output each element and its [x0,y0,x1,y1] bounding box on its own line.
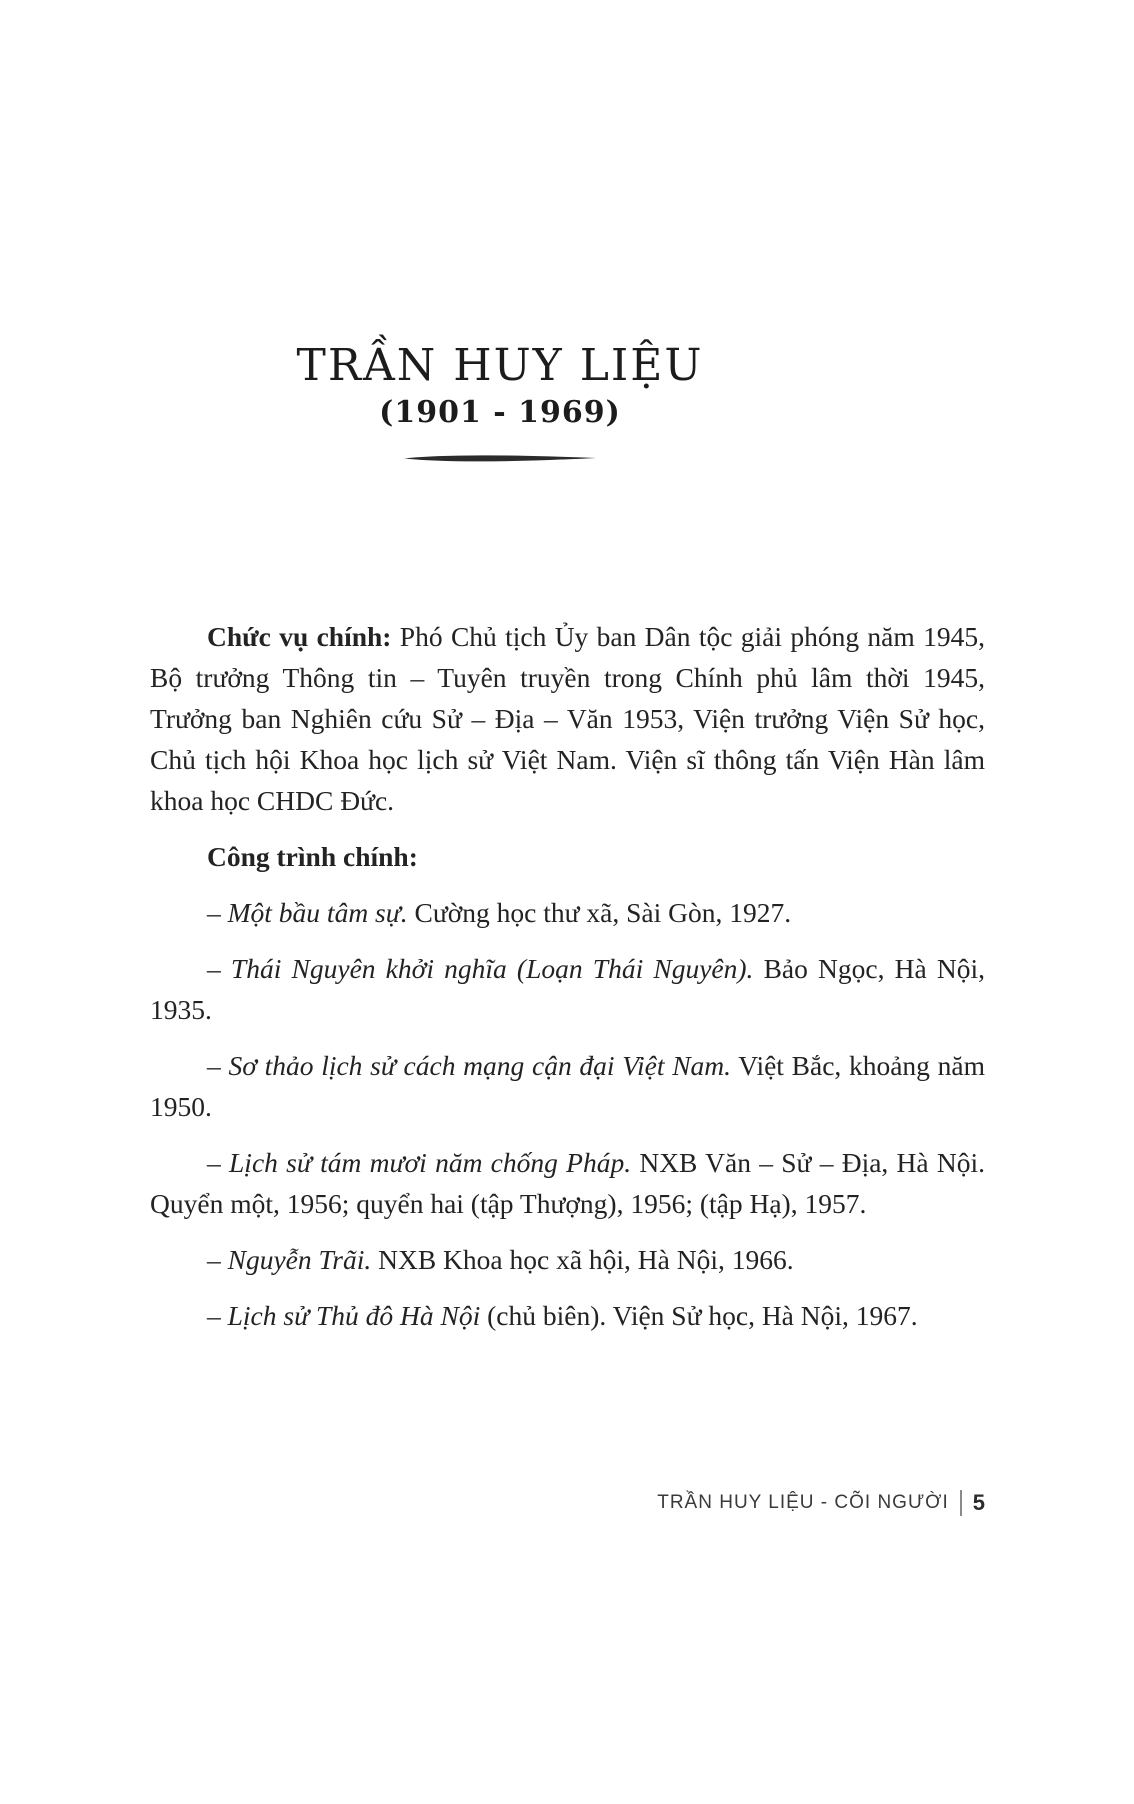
work-item [150,1045,985,1127]
work-item [150,1142,985,1224]
work-rest: (chủ biên). Viện Sử học, Hà Nội, 1967. [480,1300,918,1331]
work-rest: NXB Văn – Sử – Địa, Hà Nội. Quyển một, 1956; quyển hai (tập Thượng), 1956; (tập Hạ), 1957. [150,1147,985,1219]
work-title: Lịch sử tám mươi năm chống Pháp. [229,1147,632,1178]
work-title: Một bầu tâm sự. [227,897,408,928]
works-label: Công trình chính: [207,841,418,872]
paragraph-positions [150,616,985,821]
list-dash: – [207,1147,230,1178]
work-title: Nguyễn Trãi. [227,1244,372,1275]
works-heading [150,836,985,877]
list-dash: – [207,1244,228,1275]
list-dash: – [207,897,228,928]
page-number: 5 [972,1490,985,1515]
list-dash: – [207,1050,229,1081]
body-text [150,616,985,1336]
work-rest: Cường học thư xã, Sài Gòn, 1927. [407,897,792,928]
running-footer [657,1490,985,1516]
work-title: Thái Nguyên khởi nghĩa (Loạn Thái Nguyên). [230,953,754,984]
title-years: (1901 - 1969) [379,395,621,430]
list-dash: – [207,1300,228,1331]
work-rest: NXB Khoa học xã hội, Hà Nội, 1966. [371,1244,794,1275]
divider-wrap [150,452,850,466]
footer-separator [960,1490,962,1516]
positions-label: Chức vụ chính: [207,621,392,652]
list-dash: – [207,953,231,984]
work-item [150,1295,985,1336]
page-title: TRẦN HUY LIỆU [296,340,704,391]
footer-running-title: TRẦN HUY LIỆU - CÕI NGƯỜI [657,1492,949,1513]
work-rest: Việt Bắc, khoảng năm 1950. [150,1050,985,1122]
title-block [150,0,850,466]
work-title: Lịch sử Thủ đô Hà Nội [227,1300,481,1331]
work-title: Sơ thảo lịch sử cách mạng cận đại Việt Nam. [228,1050,732,1081]
positions-text: Phó Chủ tịch Ủy ban Dân tộc giải phóng năm 1945, Bộ trưởng Thông tin – Tuyên truyền trong Chính phủ lâm thời 1945, Trưởng ban Nghiên cứu Sử – Địa – Văn 1953, Viện trưởng Viện Sử học, Chủ tịch hội Khoa học lịch sử Việt Nam. Viện sĩ thông tấn Viện Hàn lâm khoa học CHDC Đức. [150,621,985,816]
decorative-divider-icon [403,452,598,465]
work-item [150,1239,985,1280]
work-item [150,948,985,1030]
work-item [150,892,985,933]
work-rest: Bảo Ngọc, Hà Nội, 1935. [150,953,985,1025]
